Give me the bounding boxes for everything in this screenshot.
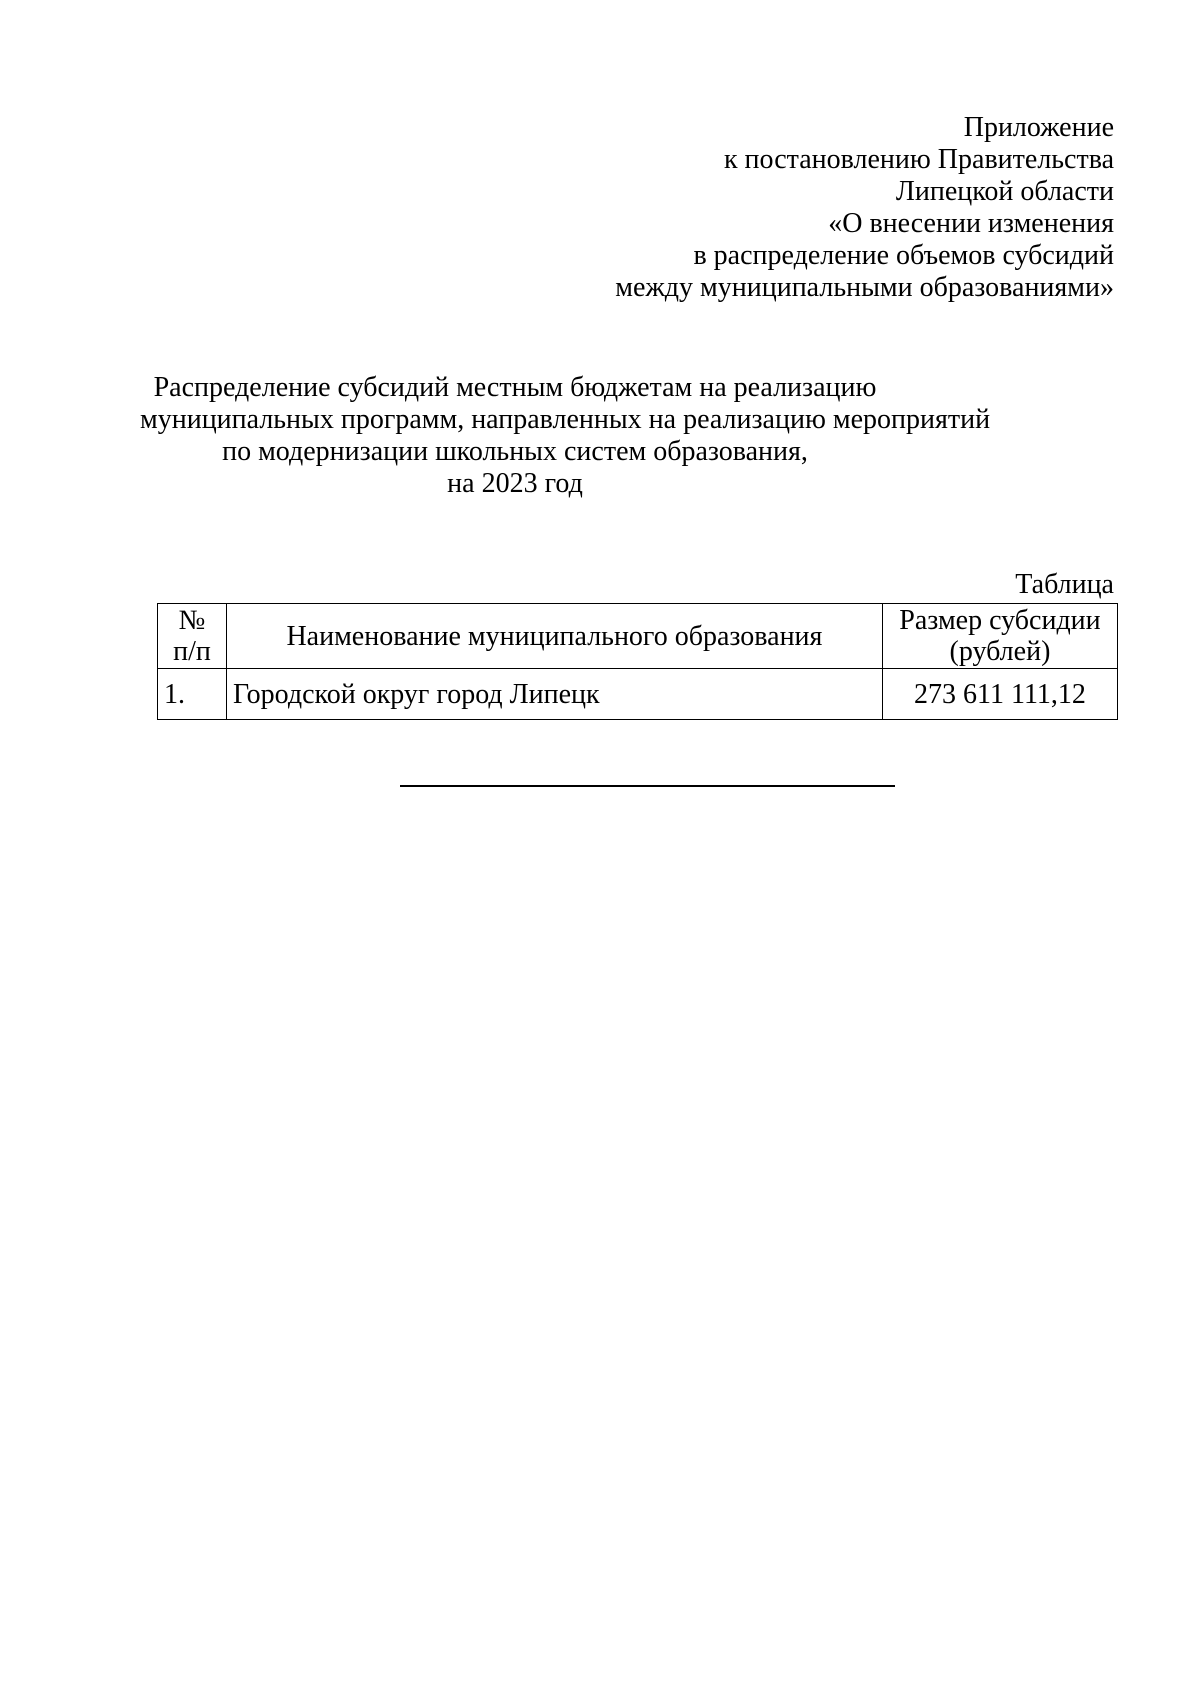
appendix-line: к постановлению Правительства (723, 144, 1114, 175)
appendix-header (615, 112, 1114, 304)
title-line: на 2023 год (447, 468, 583, 499)
header-amount-line: (рублей) (949, 636, 1051, 667)
header-number (158, 604, 227, 669)
appendix-line: «О внесении изменения (828, 208, 1114, 239)
table-row (158, 669, 1118, 720)
appendix-line: Приложение (963, 112, 1114, 143)
appendix-line: Липецкой области (895, 176, 1114, 207)
row-amount-cell: 273 611 111,12 (882, 669, 1117, 720)
header-municipality-name: Наименование муниципального образования (226, 604, 882, 669)
title-line: Распределение субсидий местным бюджетам на реализацию (153, 372, 877, 403)
appendix-line: в распределение объемов субсидий (693, 240, 1114, 271)
end-divider (400, 785, 895, 787)
row-municipality-cell: Городской округ город Липецк (226, 669, 882, 720)
subsidy-table (157, 603, 1118, 720)
header-number-line: п/п (173, 636, 211, 667)
table-header-row (158, 604, 1118, 669)
row-number-cell: 1. (158, 669, 227, 720)
appendix-line: между муниципальными образованиями» (615, 272, 1114, 303)
table-caption: Таблица (1015, 569, 1114, 600)
header-subsidy-amount (882, 604, 1117, 669)
title-line: муниципальных программ, направленных на реализацию мероприятий (140, 404, 991, 435)
title-line: по модернизации школьных систем образования, (222, 436, 808, 467)
header-number-line: № (178, 605, 206, 636)
header-amount-line: Размер субсидии (899, 605, 1101, 636)
document-title (140, 372, 991, 500)
